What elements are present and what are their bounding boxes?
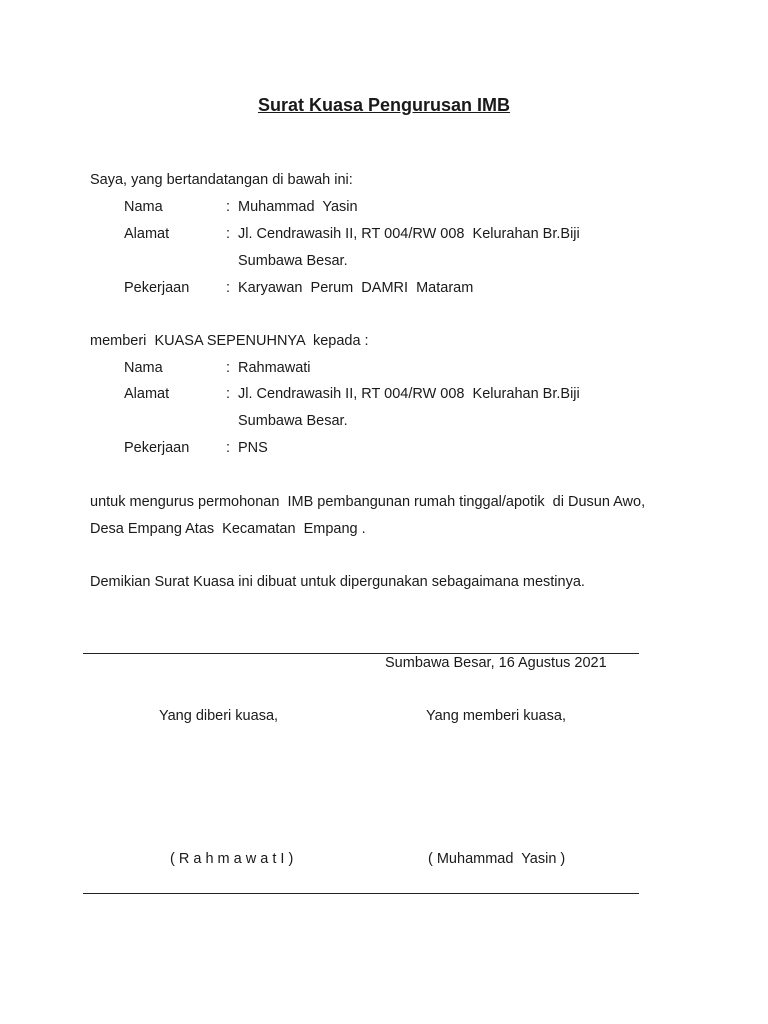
- grantor-caption: Yang memberi kuasa,: [426, 708, 566, 724]
- colon: :: [226, 226, 231, 242]
- grantee-address-label: Alamat: [124, 386, 170, 402]
- purpose-line-2: Desa Empang Atas Kecamatan Empang .: [90, 521, 366, 537]
- grantor-job-value: Karyawan Perum DAMRI Mataram: [238, 280, 474, 296]
- grantee-address-line2: Sumbawa Besar.: [238, 413, 348, 429]
- grantee-name-value: Rahmawati: [238, 360, 311, 376]
- colon: :: [226, 360, 231, 376]
- colon: :: [226, 280, 231, 296]
- colon: :: [226, 440, 231, 456]
- place-date: Sumbawa Besar, 16 Agustus 2021: [385, 655, 607, 671]
- grantor-name-value: Muhammad Yasin: [238, 199, 358, 215]
- colon: :: [226, 199, 231, 215]
- intro-text: Saya, yang bertandatangan di bawah ini:: [90, 172, 353, 188]
- document-title: Surat Kuasa Pengurusan IMB: [257, 95, 511, 115]
- signature-bottom-divider: [83, 893, 639, 894]
- grantee-job-value: PNS: [238, 440, 268, 456]
- grantor-name-label: Nama: [124, 199, 163, 215]
- grantee-signature-name: ( R a h m a w a t I ): [170, 851, 294, 867]
- grantee-name-label: Nama: [124, 360, 163, 376]
- grant-statement: memberi KUASA SEPENUHNYA kepada :: [90, 333, 369, 349]
- grantor-signature-name: ( Muhammad Yasin ): [428, 851, 566, 867]
- colon: :: [226, 386, 231, 402]
- purpose-line-1: untuk mengurus permohonan IMB pembangunan rumah tinggal/apotik di Dusun Awo,: [90, 494, 646, 510]
- closing-statement: Demikian Surat Kuasa ini dibuat untuk dipergunakan sebagaimana mestinya.: [90, 574, 585, 590]
- grantee-caption: Yang diberi kuasa,: [159, 708, 279, 724]
- grantor-address-line2: Sumbawa Besar.: [238, 253, 348, 269]
- grantor-job-label: Pekerjaan: [124, 280, 190, 296]
- grantee-address-line1: Jl. Cendrawasih II, RT 004/RW 008 Kelurahan Br.Biji: [238, 386, 580, 402]
- grantor-address-label: Alamat: [124, 226, 170, 242]
- grantee-job-label: Pekerjaan: [124, 440, 190, 456]
- grantor-address-line1: Jl. Cendrawasih II, RT 004/RW 008 Kelurahan Br.Biji: [238, 226, 580, 242]
